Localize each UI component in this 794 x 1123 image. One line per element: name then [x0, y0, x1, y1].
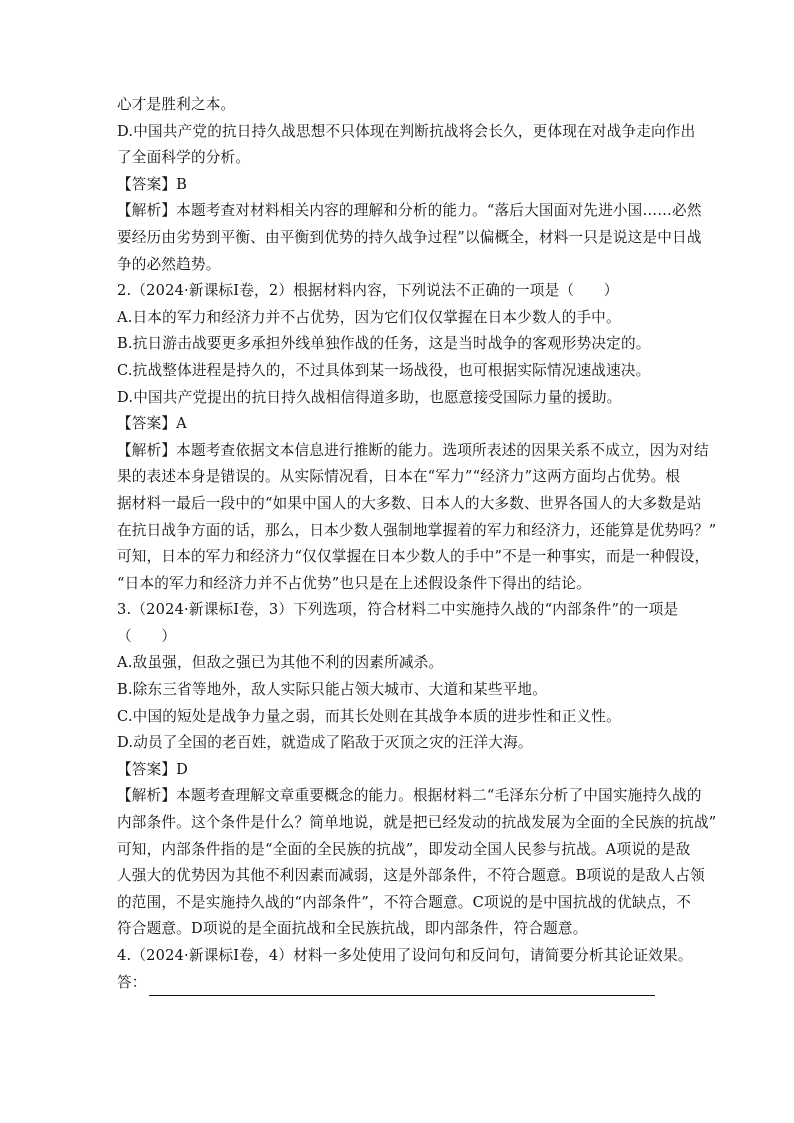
analysis-line: 【解析】本题考查对材料相关内容的理解和分析的能力。“落后大国面对先进小国……必然 [117, 202, 702, 220]
option-d-line: D.动员了全国的老百姓，就造成了陷敌于灭顶之灾的汪洋大海。 [117, 734, 533, 752]
text-line: （ ） [117, 627, 177, 645]
text-line: “日本的军力和经济力并不占优势”也只是在上述假设条件下得出的结论。 [117, 574, 591, 592]
answer-label: 答： [117, 973, 147, 991]
option-d-line: D.中国共产党提出的抗日持久战相信得道多助，也愿意接受国际力量的援助。 [117, 388, 622, 406]
text-line: 果的表述本身是错误的。从实际情况看，日本在“军力”“经济力”这两方面均占优势。根 [117, 468, 681, 486]
text-line: 了全面科学的分析。 [117, 149, 251, 167]
answer-line: 【答案】D [117, 760, 189, 778]
analysis-line: 【解析】本题考查理解文章重要概念的能力。根据材料二“毛泽东分析了中国实施持久战的 [117, 787, 702, 805]
text-line: 人强大的优势因为其他不利因素而减弱，这是外部条件，不符合题意。B项说的是敌人占领 [117, 867, 705, 885]
option-a-line: A.日本的军力和经济力并不占优势，因为它们仅仅掌握在日本少数人的手中。 [117, 308, 621, 326]
option-b-line: B.除东三省等地外，敌人实际只能占领大城市、大道和某些平地。 [117, 681, 547, 699]
analysis-line: 【解析】本题考查依据文本信息进行推断的能力。选项所表述的因果关系不成立，因为对结 [117, 441, 709, 459]
text-line: 可知，内部条件指的是“全面的全民族的抗战”，即发动全国人民参与抗战。A项说的是敌 [117, 840, 691, 858]
question-4-stem: 4.（2024·新课标Ⅰ卷，4）材料一多处使用了设问句和反问句，请简要分析其论证效果。 [117, 947, 693, 964]
text-line: 争的必然趋势。 [117, 255, 221, 273]
document-page [117, 92, 717, 996]
option-c-line: C.中国的短处是战争力量之弱，而其长处则在其战争本质的进步性和正义性。 [117, 707, 621, 725]
text-line: 在抗日战争方面的话，那么，日本少数人强制地掌握着的军力和经济力，还能算是优势吗？” [117, 521, 717, 539]
answer-line: 【答案】B [117, 175, 188, 193]
option-b-line: B.抗日游击战要更多承担外线单独作战的任务，这是当时战争的客观形势决定的。 [117, 335, 651, 353]
text-line: 可知，日本的军力和经济力“仅仅掌握在日本少数人的手中”不是一种事实，而是一种假设， [117, 548, 710, 566]
answer-blank-row [117, 970, 677, 997]
text-line: 的范围，不是实施持久战的“内部条件”，不符合题意。C项说的是中国抗战的优缺点，不 [117, 893, 692, 911]
question-3-stem: 3.（2024·新课标Ⅰ卷，3）下列选项，符合材料二中实施持久战的“内部条件”的一项是 [117, 601, 679, 619]
answer-blank-line[interactable] [149, 977, 655, 996]
text-line: 心才是胜利之本。 [117, 96, 236, 113]
text-line: 符合题意。D项说的是全面抗战和全民族抗战，即内部条件，符合题意。 [117, 920, 588, 938]
option-c-line: C.抗战整体进程是持久的，不过具体到某一场战役，也可根据实际情况速战速决。 [117, 361, 651, 379]
question-2-stem: 2.（2024·新课标Ⅰ卷，2）根据材料内容，下列说法不正确的一项是（ ） [117, 282, 619, 300]
text-line: 据材料一最后一段中的“如果中国人的大多数、日本人的大多数、世界各国人的大多数是站 [117, 494, 702, 512]
answer-line: 【答案】A [117, 415, 187, 433]
text-line: 要经历由劣势到平衡、由平衡到优势的持久战争过程”以偏概全，材料一只是说这是中日战 [117, 228, 702, 246]
option-a-line: A.敌虽强，但敌之强已为其他不利的因素所减杀。 [117, 654, 444, 672]
text-line: 内部条件。这个条件是什么？简单地说，就是把已经发动的抗战发展为全面的全民族的抗战” [117, 814, 717, 832]
option-d-line: D.中国共产党的抗日持久战思想不只体现在判断抗战将会长久，更体现在对战争走向作出 [117, 122, 696, 140]
